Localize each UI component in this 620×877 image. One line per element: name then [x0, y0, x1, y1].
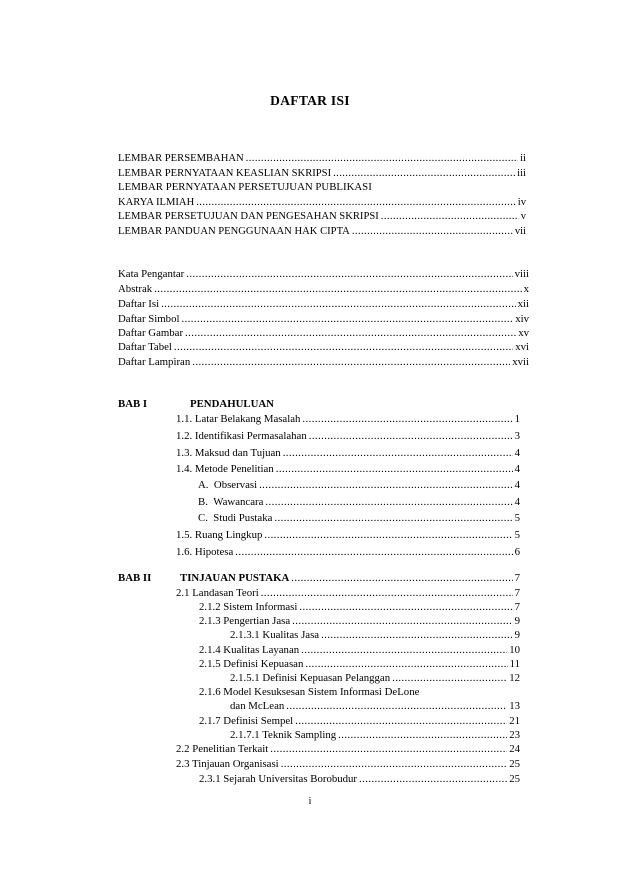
toc-entry-label: 2.1.5 Definisi Kepuasan — [199, 658, 304, 670]
toc-entry-label: B. Wawancara — [198, 496, 264, 508]
toc-entry-label: 2.1.4 Kualitas Layanan — [199, 644, 300, 656]
toc-entry[interactable] — [118, 209, 526, 224]
toc-entry-page: 13 — [509, 700, 520, 712]
toc-entry-page: 5 — [514, 512, 520, 524]
toc-entry[interactable] — [230, 699, 520, 714]
toc-entry[interactable] — [176, 757, 520, 772]
toc-entry-page: 9 — [514, 615, 520, 627]
chapter-number: BAB I — [118, 398, 148, 410]
toc-entry-label: 2.1.7.1 Teknik Sampling — [230, 729, 337, 741]
toc-entry[interactable] — [199, 600, 520, 615]
toc-entry-page: 7 — [514, 572, 520, 584]
dot-leader — [276, 462, 513, 477]
toc-entry[interactable] — [198, 495, 520, 510]
dot-leader — [154, 282, 521, 297]
toc-entry-page: ii — [520, 153, 526, 164]
toc-entry-label: LEMBAR PERNYATAAN PERSETUJUAN PUBLIKASI — [118, 181, 372, 193]
dot-leader — [305, 657, 507, 672]
toc-entry[interactable] — [118, 282, 529, 297]
toc-entry-page: 23 — [509, 729, 520, 741]
toc-entry-label: 2.1.3.1 Kualitas Jasa — [230, 629, 320, 641]
toc-entry-page: 11 — [509, 658, 520, 670]
chapter-number: BAB II — [118, 572, 152, 584]
toc-entry-page: 10 — [509, 644, 520, 656]
toc-entry[interactable] — [199, 714, 520, 729]
toc-entry[interactable] — [180, 571, 520, 586]
toc-entry-label: 1.4. Metode Penelitian — [176, 463, 274, 475]
toc-entry-label: Abstrak — [118, 283, 153, 295]
dot-leader — [192, 355, 510, 370]
toc-entry-label: 1.5. Ruang Lingkup — [176, 529, 263, 541]
dot-leader — [270, 742, 507, 757]
toc-entry-label: dan McLean — [230, 700, 285, 712]
toc-entry[interactable] — [118, 195, 526, 210]
toc-entry-page: 7 — [514, 601, 520, 613]
toc-entry-page: xvii — [512, 356, 529, 368]
dot-leader — [292, 614, 512, 629]
toc-entry[interactable] — [118, 340, 529, 355]
toc-entry-page: xvi — [515, 341, 529, 353]
toc-entry-page: vii — [514, 226, 526, 237]
dot-leader — [261, 586, 513, 601]
toc-entry-page: 6 — [514, 546, 520, 558]
toc-entry[interactable] — [118, 151, 526, 166]
toc-entry-page: xiv — [515, 313, 529, 325]
toc-entry-page: xv — [518, 327, 529, 339]
dot-leader — [299, 600, 512, 615]
toc-entry-page: 4 — [514, 447, 520, 459]
toc-entry-label: Kata Pengantar — [118, 268, 185, 280]
dot-leader — [274, 511, 512, 526]
toc-entry-label: 2.1.2 Sistem Informasi — [199, 601, 298, 613]
toc-entry[interactable] — [230, 728, 520, 743]
toc-entry-page: 4 — [514, 463, 520, 475]
dot-leader — [181, 312, 513, 327]
toc-entry-label: Daftar Tabel — [118, 341, 172, 353]
dot-leader — [338, 728, 507, 743]
toc-entry-page: x — [523, 283, 529, 295]
toc-entry-page: 12 — [509, 672, 520, 684]
dot-leader — [185, 326, 516, 341]
toc-entry[interactable] — [118, 297, 529, 312]
toc-entry[interactable] — [118, 166, 526, 181]
toc-entry-label: 2.2 Penelitian Terkait — [176, 743, 269, 755]
dot-leader — [259, 478, 513, 493]
toc-entry[interactable] — [118, 326, 529, 341]
toc-entry[interactable] — [176, 412, 520, 427]
toc-entry-label: 2.3.1 Sejarah Universitas Borobudur — [199, 773, 358, 785]
toc-entry[interactable] — [199, 614, 520, 629]
toc-entry-page: iv — [517, 197, 526, 208]
toc-entry-page: v — [520, 211, 526, 222]
dot-leader — [333, 166, 515, 181]
toc-entry-label: KARYA ILMIAH — [118, 197, 195, 208]
toc-entry[interactable] — [118, 355, 529, 370]
toc-entry[interactable] — [198, 478, 520, 493]
toc-entry[interactable] — [176, 446, 520, 461]
page-number: i — [308, 796, 312, 807]
dot-leader — [235, 545, 512, 560]
toc-entry-label: LEMBAR PERNYATAAN KEASLIAN SKRIPSI — [118, 168, 332, 179]
toc-entry-label: Daftar Gambar — [118, 327, 184, 339]
dot-leader — [265, 495, 512, 510]
toc-entry-page: 1 — [514, 413, 520, 425]
toc-entry-label: 2.1.3 Pengertian Jasa — [199, 615, 291, 627]
dot-leader — [302, 412, 512, 427]
toc-entry-label: LEMBAR PANDUAN PENGGUNAAN HAK CIPTA — [118, 226, 350, 237]
toc-entry-label: 2.3 Tinjauan Organisasi — [176, 758, 279, 770]
dot-leader — [321, 628, 513, 643]
dot-leader — [286, 699, 507, 714]
dot-leader — [161, 297, 516, 312]
dot-leader — [281, 757, 508, 772]
chapter-title[interactable]: PENDAHULUAN — [190, 398, 274, 410]
toc-entry-label: 2.1.5.1 Definisi Kepuasan Pelanggan — [230, 672, 391, 684]
toc-entry[interactable] — [199, 657, 520, 672]
toc-entry-page: viii — [514, 268, 529, 280]
page-title: DAFTAR ISI — [270, 93, 350, 108]
dot-leader — [246, 151, 518, 166]
toc-entry-page: xii — [517, 298, 529, 310]
dot-leader — [291, 571, 512, 586]
dot-leader — [381, 209, 519, 224]
toc-entry-page: 4 — [514, 496, 520, 508]
toc-entry-page: 25 — [509, 773, 520, 785]
toc-entry-label: 2.1.6 Model Kesuksesan Sistem Informasi DeLone — [199, 686, 420, 698]
toc-entry[interactable] — [176, 586, 520, 601]
toc-entry-page: 25 — [509, 758, 520, 770]
dot-leader — [186, 267, 512, 282]
toc-entry[interactable] — [176, 528, 520, 543]
toc-entry[interactable] — [176, 742, 520, 757]
toc-entry[interactable] — [230, 628, 520, 643]
toc-entry-label: A. Observasi — [198, 479, 258, 491]
dot-leader — [264, 528, 512, 543]
toc-entry-label: Daftar Lampiran — [118, 356, 191, 368]
toc-entry-page: 4 — [514, 479, 520, 491]
toc-entry-label: LEMBAR PERSETUJUAN DAN PENGESAHAN SKRIPSI — [118, 211, 379, 222]
dot-leader — [359, 772, 507, 787]
dot-leader — [352, 224, 513, 239]
dot-leader — [309, 429, 513, 444]
dot-leader — [283, 446, 513, 461]
toc-entry-page: 24 — [509, 743, 520, 755]
toc-entry-page: 9 — [514, 629, 520, 641]
chapter-title: TINJAUAN PUSTAKA — [180, 572, 290, 584]
toc-entry[interactable] — [118, 267, 529, 282]
toc-entry-label: 2.1 Landasan Teori — [176, 587, 259, 599]
toc-entry-page: 3 — [514, 430, 520, 442]
toc-entry[interactable] — [176, 545, 520, 560]
toc-entry[interactable] — [230, 671, 520, 686]
toc-entry-page: 7 — [514, 587, 520, 599]
toc-entry[interactable] — [176, 462, 520, 477]
toc-entry-page: 21 — [509, 715, 520, 727]
toc-entry-label: 1.2. Identifikasi Permasalahan — [176, 430, 307, 442]
toc-entry[interactable] — [198, 511, 520, 526]
toc-entry-label: LEMBAR PERSEMBAHAN — [118, 153, 244, 164]
dot-leader — [301, 643, 507, 658]
toc-entry-label: 2.1.7 Definisi Sempel — [199, 715, 294, 727]
toc-entry-label: Daftar Simbol — [118, 313, 180, 325]
dot-leader — [196, 195, 516, 210]
toc-entry-label: C. Studi Pustaka — [198, 512, 273, 524]
dot-leader — [174, 340, 513, 355]
toc-entry-page: 5 — [514, 529, 520, 541]
toc-entry[interactable] — [176, 429, 520, 444]
toc-entry[interactable] — [118, 312, 529, 327]
toc-entry-label: 1.3. Maksud dan Tujuan — [176, 447, 281, 459]
dot-leader — [392, 671, 507, 686]
toc-entry-page: iii — [517, 168, 526, 179]
toc-entry[interactable] — [199, 643, 520, 658]
toc-entry-label: 1.6. Hipotesa — [176, 546, 234, 558]
toc-entry-label: 1.1. Latar Belakang Masalah — [176, 413, 301, 425]
toc-entry[interactable] — [118, 224, 526, 239]
toc-entry-label: Daftar Isi — [118, 298, 160, 310]
toc-entry[interactable] — [199, 772, 520, 787]
dot-leader — [295, 714, 507, 729]
